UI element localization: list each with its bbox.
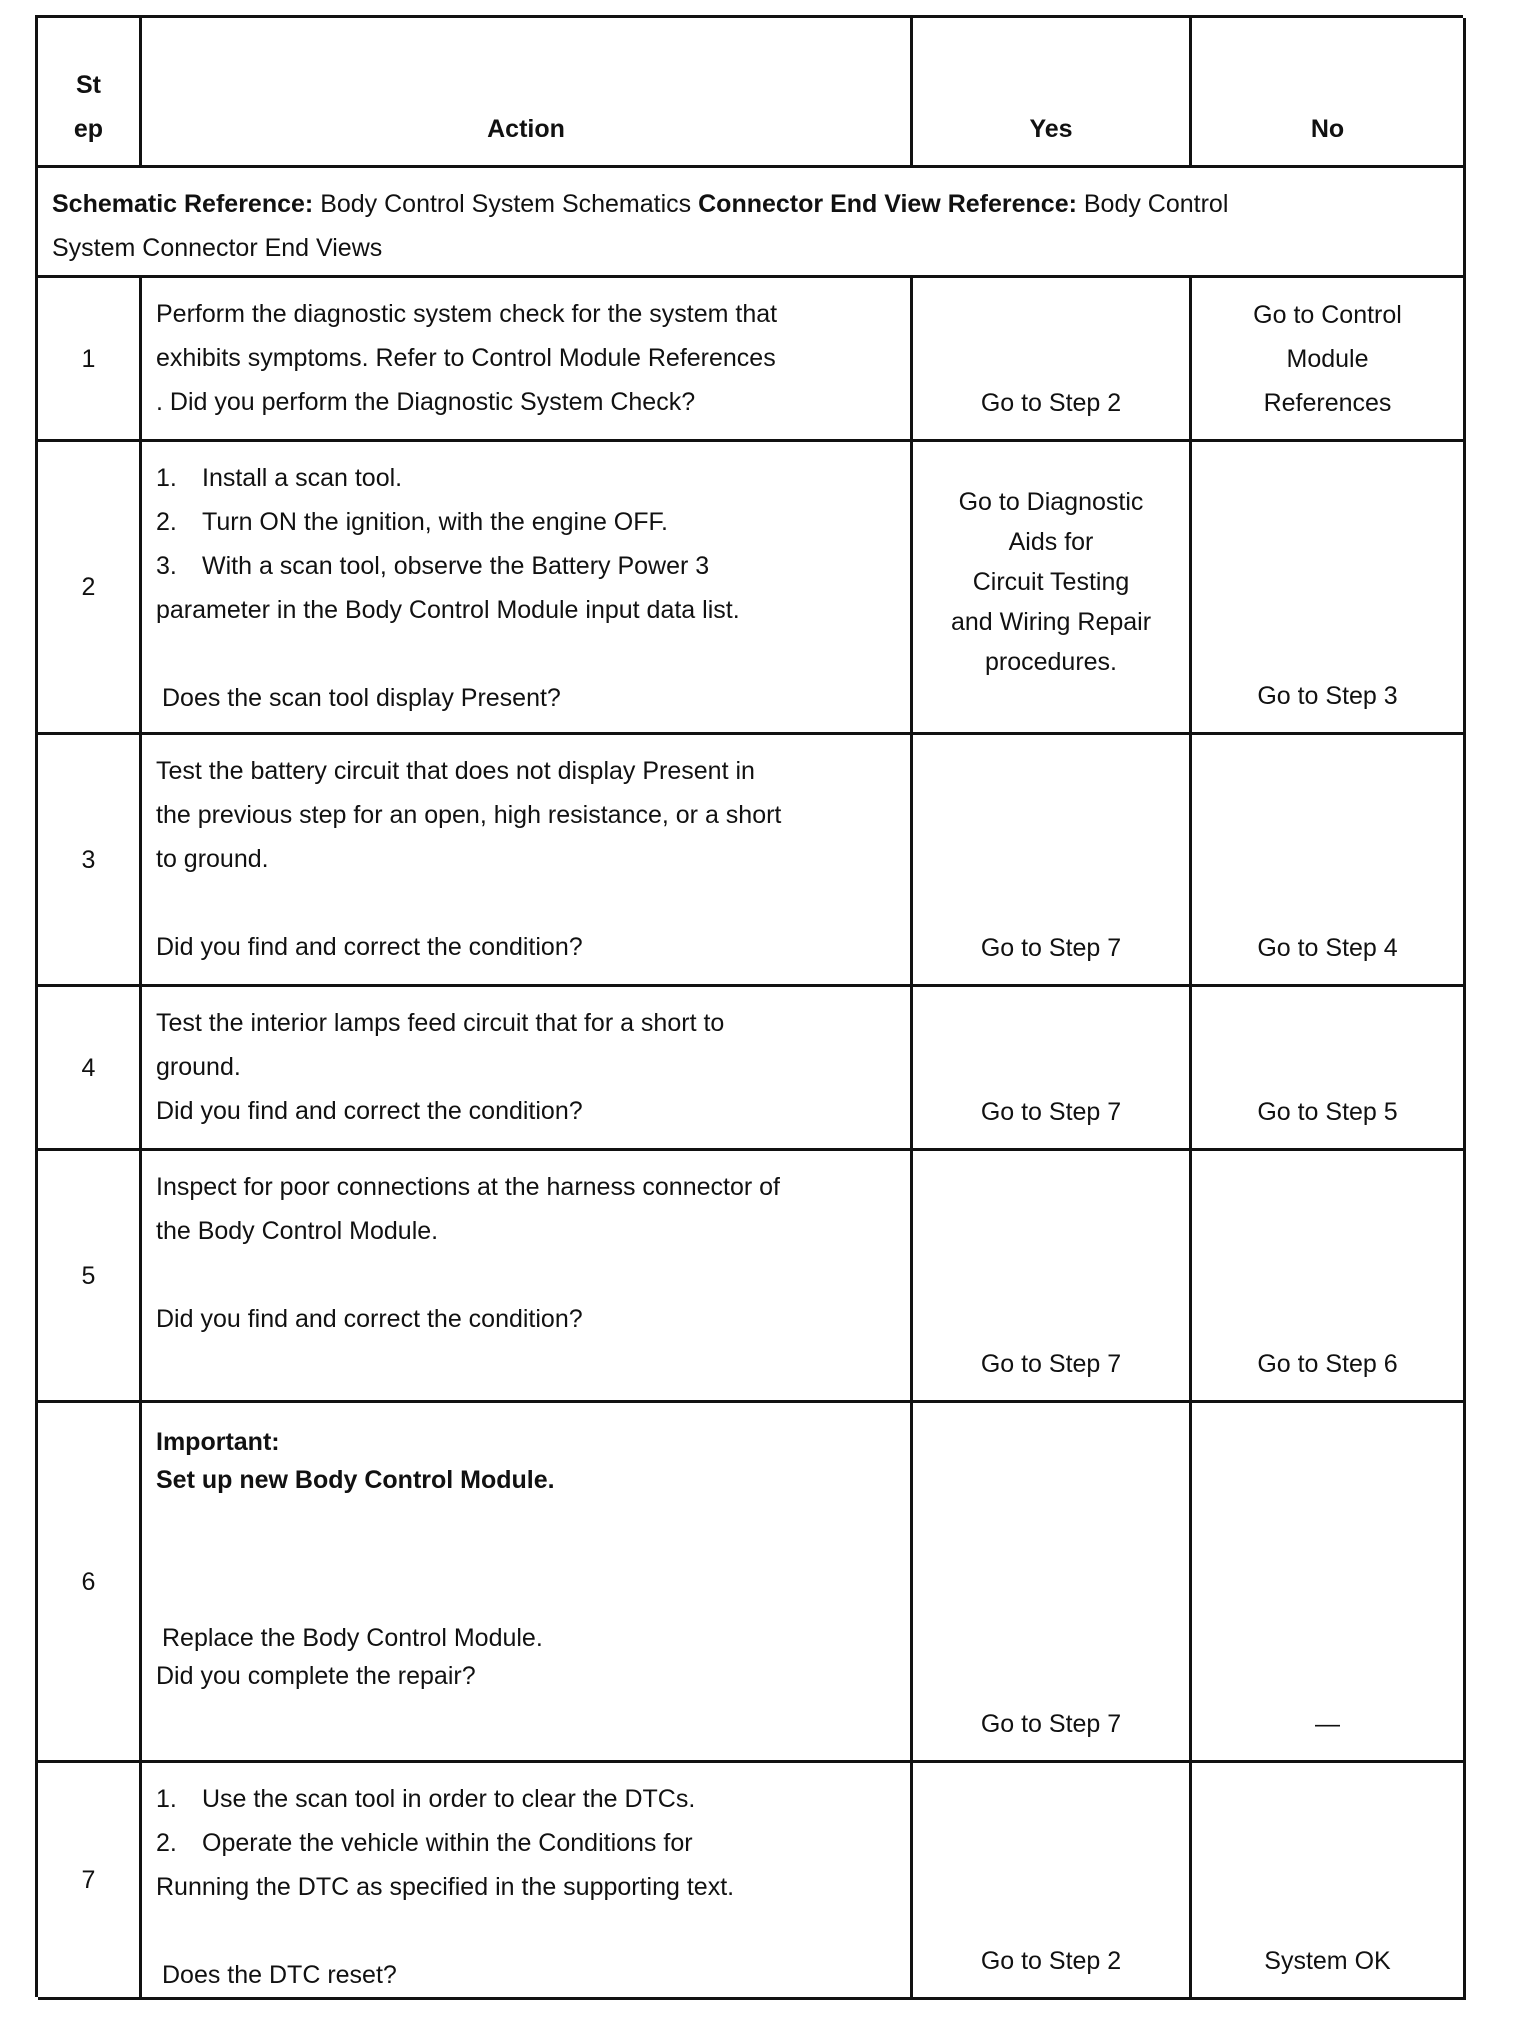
step-action: Test the battery circuit that does not display Present in the previous step for an open, high resistance, or a short to ground. Did you find and correct the condition? <box>142 735 913 987</box>
yes-answer[interactable]: Go to Step 7 <box>913 1151 1192 1403</box>
step-action: Inspect for poor connections at the harness connector of the Body Control Module. Did you find and correct the condition? <box>142 1151 913 1403</box>
yes-answer[interactable]: Go to Diagnostic Aids for Circuit Testing and Wiring Repair procedures. <box>913 442 1192 735</box>
step-action: 1. Use the scan tool in order to clear the DTCs. 2. Operate the vehicle within the Conditions for Running the DTC as specified in the supporting text. Does the DTC reset? <box>142 1763 913 2000</box>
step-number: 6 <box>38 1403 142 1763</box>
step-question: Does the DTC reset? <box>162 1961 397 1989</box>
step-question: Did you find and correct the condition? <box>156 1097 583 1125</box>
schematic-reference-link[interactable]: Body Control System Schematics <box>320 190 692 218</box>
connector-reference-link-cont[interactable]: System Connector End Views <box>52 234 383 262</box>
step-number: 2 <box>38 442 142 735</box>
yes-answer[interactable]: Go to Step 2 <box>913 278 1192 442</box>
important-note: Set up new Body Control Module. <box>156 1466 555 1494</box>
header-yes: Yes <box>913 18 1192 168</box>
step-number: 5 <box>38 1151 142 1403</box>
yes-answer[interactable]: Go to Step 7 <box>913 1403 1192 1763</box>
reference-row <box>38 168 1466 278</box>
no-answer[interactable]: Go to Step 3 <box>1192 442 1466 735</box>
connector-reference-link[interactable]: Body Control <box>1083 190 1229 218</box>
no-answer[interactable]: Go to Step 4 <box>1192 735 1466 987</box>
header-step: St ep <box>38 18 142 168</box>
diagnostic-table <box>35 15 1463 1997</box>
no-answer: System OK <box>1192 1763 1466 2000</box>
no-answer: — <box>1192 1403 1466 1763</box>
step-number: 3 <box>38 735 142 987</box>
no-answer[interactable]: Go to Step 6 <box>1192 1151 1466 1403</box>
yes-answer[interactable]: Go to Step 7 <box>913 987 1192 1151</box>
step-question: Did you complete the repair? <box>156 1662 476 1690</box>
step-question: Does the scan tool display Present? <box>162 684 561 712</box>
no-answer[interactable]: Go to Step 5 <box>1192 987 1466 1151</box>
step-action: Perform the diagnostic system check for the system that exhibits symptoms. Refer to Control Module References . Did you perform the Diagnostic System Check? <box>142 278 913 442</box>
connector-reference-label: Connector End View Reference: <box>698 190 1077 218</box>
important-label: Important: <box>156 1428 280 1456</box>
no-answer[interactable]: Go to Control Module References <box>1192 278 1466 442</box>
step-number: 1 <box>38 278 142 442</box>
step-number: 4 <box>38 987 142 1151</box>
yes-answer[interactable]: Go to Step 2 <box>913 1763 1192 2000</box>
step-number: 7 <box>38 1763 142 2000</box>
header-action: Action <box>142 18 913 168</box>
header-no: No <box>1192 18 1466 168</box>
schematic-reference-label: Schematic Reference: <box>52 190 314 218</box>
yes-answer[interactable]: Go to Step 7 <box>913 735 1192 987</box>
step-question: Did you find and correct the condition? <box>156 1305 583 1333</box>
step-question: Did you find and correct the condition? <box>156 933 583 961</box>
step-action: 1. Install a scan tool. 2. Turn ON the ignition, with the engine OFF. 3. With a scan tool, observe the Battery Power 3 parameter in the Body Control Module input data list. Does the scan tool display Present? <box>142 442 913 735</box>
step-action: Important: Set up new Body Control Module. Replace the Body Control Module. Did you complete the repair? <box>142 1403 913 1763</box>
step-action: Test the interior lamps feed circuit that for a short to ground. Did you find and correct the condition? <box>142 987 913 1151</box>
